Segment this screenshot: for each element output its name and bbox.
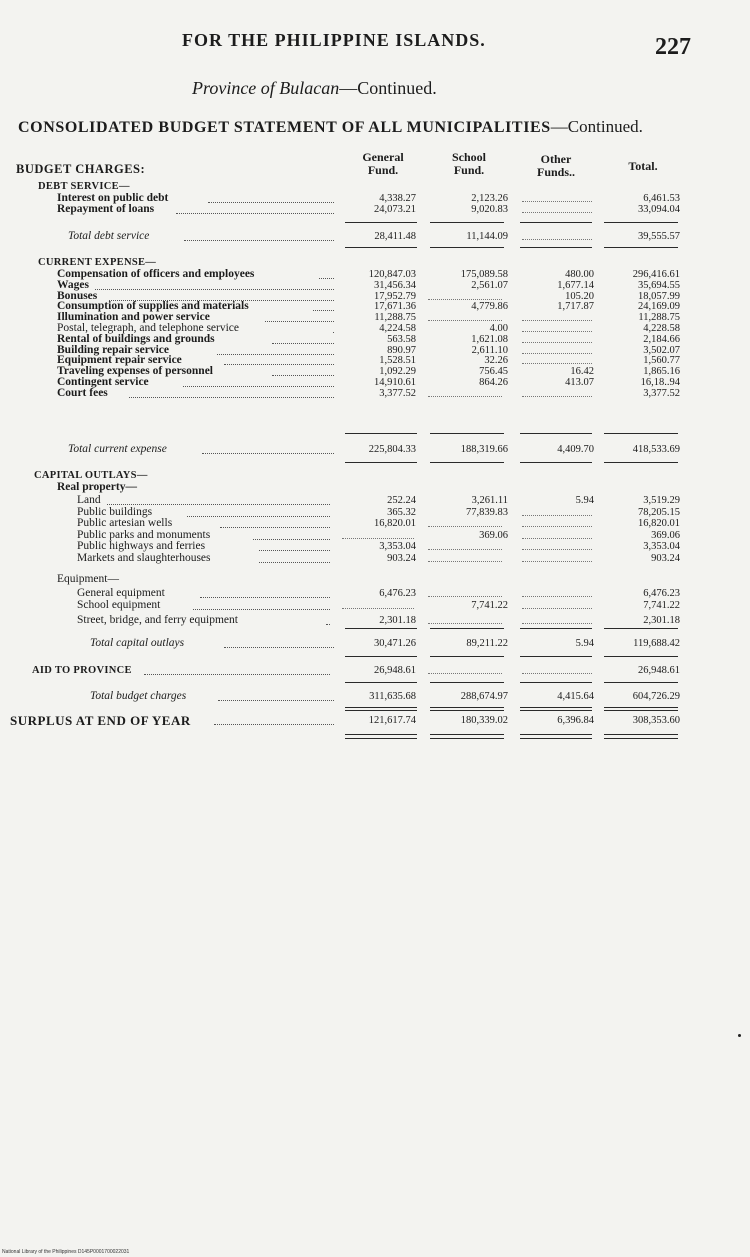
cell-tt: 4,228.58 [643,323,680,334]
empty-cell-sf [428,396,502,397]
row-label: Compensation of officers and employees [57,268,255,280]
cell-gf: 30,471.26 [374,638,416,649]
total-row-current-expense [0,443,750,456]
empty-cell-gf [342,608,414,609]
cell-of: 5.94 [575,495,594,506]
subheading-real-property [0,481,750,494]
undefined [604,628,678,629]
cell-of: 1,677.14 [557,279,594,291]
empty-cell-of [522,212,592,213]
undefined [430,433,504,434]
row-label: DEBT SERVICE— [38,181,130,192]
cell-gf: 28,411.48 [374,231,416,242]
undefined [604,710,678,711]
cell-tt: 119,688.42 [633,638,680,649]
dot-leader [214,724,334,725]
undefined [520,734,592,735]
empty-cell-sf [428,596,502,597]
column-header-general-fund: General Fund. [362,150,404,177]
province-name: Province of Bulacan [192,78,340,98]
table-title [18,117,643,137]
row-label: Public highways and ferries [77,540,206,553]
row-label: Total budget charges [90,690,187,702]
undefined [520,247,592,248]
undefined [604,734,678,735]
cell-gf: 1,092.29 [379,366,416,378]
dot-leader [144,674,330,675]
table-title-main: CONSOLIDATED BUDGET STATEMENT OF ALL MUNICIPALITIES [18,119,551,136]
cell-gf: 225,804.33 [368,444,416,455]
undefined [345,738,417,739]
table-row [0,599,750,612]
cell-sf: 188,319.66 [460,444,508,455]
scan-speck [738,1034,741,1037]
cell-sf: 2,611.10 [471,344,508,356]
table-row [0,203,750,216]
dot-leader [202,453,334,454]
row-label: Total current expense [68,443,167,455]
undefined [520,656,592,657]
cell-tt: 3,519.29 [643,495,680,506]
cell-tt: 24,169.09 [638,301,680,313]
row-label: Consumption of supplies and materials [57,300,249,313]
undefined [345,628,417,629]
cell-sf: 756.45 [479,366,508,378]
undefined [345,707,417,708]
empty-cell-of [522,239,592,240]
row-label: Street, bridge, and ferry equipment [77,614,238,626]
dot-leader [224,647,334,648]
cell-gf: 3,353.04 [379,541,416,553]
cell-tt: 11,288.75 [638,312,680,324]
cell-sf: 9,020.83 [471,204,508,215]
cell-gf: 120,847.03 [368,269,416,280]
row-label: Court fees [57,386,108,399]
row-label: Public parks and monuments [77,528,211,541]
dot-leader [193,609,330,610]
row-label: Public buildings [77,505,153,518]
cell-sf: 32.26 [484,355,508,367]
row-label: Real property— [57,481,137,493]
cell-tt: 78,205.15 [638,506,680,518]
undefined [520,707,592,708]
undefined [520,682,592,683]
cell-gf: 903.24 [387,553,416,564]
undefined [430,682,504,683]
undefined [430,628,504,629]
cell-sf: 4,779.86 [471,301,508,313]
cell-sf: 2,561.07 [471,279,508,291]
row-label: School equipment [77,598,161,611]
row-label: Total debt service [68,230,150,242]
cell-gf: 11,288.75 [374,312,416,324]
undefined [430,707,504,708]
row-surplus-end-of-year [0,714,750,727]
cell-gf: 26,948.61 [374,665,416,676]
dot-leader [326,624,330,625]
total-row-debt-service [0,230,750,243]
row-label: Rental of buildings and grounds [57,332,215,345]
undefined [345,462,417,463]
undefined [345,656,417,657]
cell-tt: 3,377.52 [643,387,680,399]
cell-of: 4,409.70 [557,444,594,455]
cell-gf: 14,910.61 [374,377,416,388]
undefined [520,738,592,739]
cell-tt: 39,555.57 [638,231,680,242]
undefined [520,710,592,711]
cell-gf: 16,820.01 [374,518,416,530]
empty-cell-gf [342,538,414,539]
cell-gf: 17,671.36 [374,301,416,313]
row-label: AID TO PROVINCE [32,665,132,676]
cell-sf: 1,621.08 [471,333,508,345]
dot-leader [176,213,334,214]
total-row-capital-outlays [0,637,750,650]
cell-gf: 252.24 [387,495,416,506]
empty-cell-of [522,596,592,597]
cell-gf: 365.32 [387,506,416,518]
undefined [604,433,678,434]
cell-tt: 1,865.16 [643,366,680,378]
undefined [345,682,417,683]
cell-tt: 7,741.22 [643,599,680,611]
row-label: Equipment— [57,573,119,585]
cell-of: 6,396.84 [557,715,594,726]
dot-leader [218,700,334,701]
undefined [604,738,678,739]
cell-sf: 369.06 [479,529,508,541]
undefined [604,222,678,223]
cell-of: 105.20 [565,290,594,302]
cell-gf: 4,224.58 [379,323,416,334]
empty-cell-sf [428,561,502,562]
cell-tt: 18,057.99 [638,290,680,302]
archive-footer: National Library of the Philippines D145P0001700022031 [2,1249,130,1255]
empty-cell-of [522,396,592,397]
row-label: Markets and slaughterhouses [77,552,211,564]
table-title-suffix: —Continued. [550,117,643,136]
empty-cell-of [522,526,592,527]
cell-gf: 311,635.68 [369,691,416,702]
undefined [604,656,678,657]
row-label: Wages [57,278,89,291]
cell-gf: 24,073.21 [374,204,416,215]
table-row [0,614,750,627]
undefined [345,222,417,223]
cell-tt: 1,560.77 [643,355,680,367]
row-label: Bonuses [57,289,98,302]
province-suffix: —Continued. [339,78,437,98]
undefined [430,247,504,248]
row-label: SURPLUS AT END OF YEAR [10,713,191,728]
undefined [345,247,417,248]
table-row [0,387,750,400]
cell-of: 480.00 [565,269,594,280]
undefined [430,734,504,735]
row-label: Equipment repair service [57,354,182,367]
cell-tt: 369.06 [651,529,680,541]
empty-cell-of [522,623,592,624]
cell-tt: 35,694.55 [638,279,680,291]
column-header-total: Total. [628,159,658,173]
row-label: CAPITAL OUTLAYS— [34,470,148,481]
cell-sf: 175,089.58 [460,269,508,280]
dot-leader [259,562,330,563]
table-row [0,552,750,565]
row-label: CURRENT EXPENSE— [38,257,157,268]
subheading-equipment [0,573,750,586]
undefined [430,710,504,711]
cell-tt: 16,18..94 [640,377,680,388]
empty-cell-sf [428,526,502,527]
row-aid-to-province [0,664,750,677]
dot-leader [184,240,334,241]
row-label: Total capital outlays [90,637,185,649]
cell-sf: 89,211.22 [466,638,508,649]
row-label: Illumination and power service [57,311,210,324]
cell-of: 5.94 [575,638,594,649]
row-label: Contingent service [57,376,149,388]
undefined [345,433,417,434]
cell-gf: 4,338.27 [379,193,416,204]
cell-of: 4,415.64 [557,691,594,702]
undefined [430,222,504,223]
running-head: FOR THE PHILIPPINE ISLANDS. [182,30,486,50]
total-row-budget-charges [0,690,750,703]
cell-of: 413.07 [565,377,594,388]
undefined [345,734,417,735]
cell-tt: 2,184.66 [643,333,680,345]
cell-sf: 2,123.26 [471,193,508,204]
empty-cell-of [522,561,592,562]
empty-cell-of [522,538,592,539]
cell-tt: 6,461.53 [643,193,680,204]
undefined [430,656,504,657]
cell-gf: 1,528.51 [379,355,416,367]
row-label: Land [77,494,101,506]
province-subtitle [192,78,437,99]
undefined [604,462,678,463]
cell-tt: 308,353.60 [632,715,680,726]
undefined [520,222,592,223]
cell-tt: 16,820.01 [638,518,680,530]
empty-cell-sf [428,549,502,550]
cell-gf: 563.58 [387,333,416,345]
undefined [520,433,592,434]
undefined [345,710,417,711]
cell-sf: 11,144.09 [466,231,508,242]
undefined [604,682,678,683]
cell-tt: 3,502.07 [643,344,680,356]
row-label: Repayment of loans [57,203,155,215]
cell-of: 1,717.87 [557,301,594,313]
cell-gf: 17,952.79 [374,290,416,302]
cell-tt: 26,948.61 [638,665,680,676]
cell-tt: 33,094.04 [638,204,680,215]
cell-sf: 77,839.83 [466,506,508,518]
cell-gf: 890.97 [387,344,416,356]
budget-charges-heading: BUDGET CHARGES: [16,162,146,176]
empty-cell-sf [428,623,502,624]
row-label: Building repair service [57,343,170,356]
cell-tt: 6,476.23 [643,588,680,599]
undefined [520,462,592,463]
cell-gf: 6,476.23 [379,588,416,599]
empty-cell-of [522,515,592,516]
cell-tt: 903.24 [651,553,680,564]
cell-gf: 2,301.18 [379,615,416,626]
cell-sf: 864.26 [479,377,508,388]
empty-cell-sf [428,673,502,674]
row-label: Public artesian wells [77,517,173,530]
cell-gf: 3,377.52 [379,387,416,399]
empty-cell-of [522,608,592,609]
undefined [430,738,504,739]
cell-gf: 31,456.34 [374,279,416,291]
row-label: Interest on public debt [57,192,169,204]
column-header-other-funds: Other Funds.. [536,152,576,179]
cell-sf: 288,674.97 [460,691,508,702]
cell-sf: 4.00 [489,323,508,334]
page-number: 227 [655,34,691,60]
cell-sf: 7,741.22 [471,599,508,611]
undefined [604,247,678,248]
cell-tt: 2,301.18 [643,615,680,626]
dot-leader [129,397,334,398]
empty-cell-of [522,201,592,202]
empty-cell-of [522,673,592,674]
cell-gf: 121,617.74 [368,715,416,726]
row-label: Traveling expenses of personnel [57,365,213,378]
row-label: General equipment [77,587,165,599]
cell-tt: 418,533.69 [632,444,680,455]
empty-cell-of [522,549,592,550]
undefined [520,628,592,629]
cell-of: 16.42 [570,366,594,378]
undefined [604,707,678,708]
row-label: Postal, telegraph, and telephone service [57,322,240,334]
undefined [430,462,504,463]
cell-tt: 296,416.61 [632,269,680,280]
cell-sf: 180,339.02 [460,715,508,726]
cell-sf: 3,261.11 [471,495,508,506]
cell-tt: 604,726.29 [632,691,680,702]
cell-tt: 3,353.04 [643,541,680,553]
column-header-school-fund: School Fund. [451,150,486,177]
